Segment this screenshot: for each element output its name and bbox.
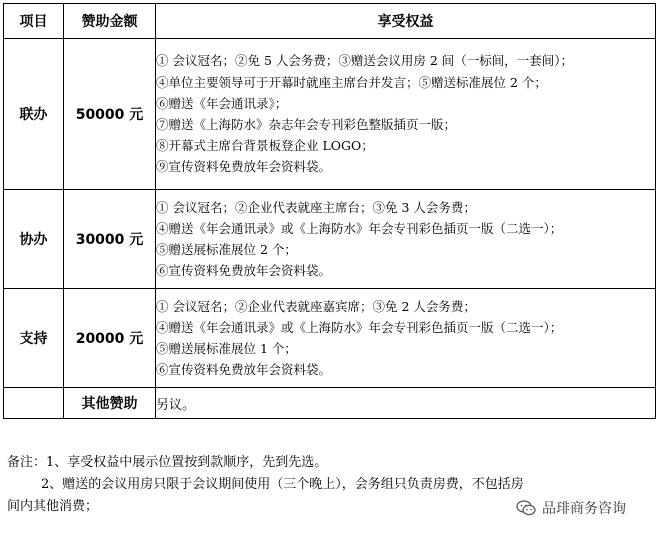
benefit-item: ⑤赠送展标准展位 1 个； — [156, 341, 297, 356]
tier-amount: 30000 元 — [64, 190, 156, 289]
table-row — [4, 39, 656, 190]
empty-cell — [4, 388, 64, 419]
tier-benefits — [156, 289, 656, 388]
note-line: 备注：1、享受权益中展示位置按到款顺序，先到先选。 — [7, 455, 328, 470]
tier-amount: 50000 元 — [64, 39, 156, 190]
tier-benefits — [156, 39, 656, 190]
wechat-icon — [516, 500, 536, 516]
watermark-text: 品琲商务咨询 — [542, 501, 626, 517]
benefit-item: ① 会议冠名；②企业代表就座嘉宾席；③免 2 人会务费； — [156, 298, 476, 314]
benefit-item: ⑥宣传资料免费放年会资料袋。 — [156, 263, 332, 279]
benefit-item: ① 会议冠名；②企业代表就座主席台；③免 3 人会务费； — [156, 199, 476, 215]
header-amount: 赞助金额 — [64, 4, 156, 39]
table-row — [4, 388, 656, 419]
benefit-item: ⑨宣传资料免费放年会资料袋。 — [156, 159, 332, 175]
benefit-item: ⑥宣传资料免费放年会资料袋。 — [156, 362, 332, 378]
benefit-item: ④赠送《年会通讯录》或《上海防水》年会专刊彩色插页一版（二选一）； — [156, 319, 563, 335]
tier-name: 协办 — [4, 190, 64, 289]
benefit-item: ⑧开幕式主席台背景板登企业 LOGO； — [156, 138, 374, 154]
header-project: 项目 — [4, 4, 64, 39]
tier-name: 支持 — [4, 289, 64, 388]
note-line: 间内其他消费； — [7, 499, 99, 514]
note-line: 2、赠送的会议用房只限于会议期间使用（三个晚上），会务组只负责房费，不包括房 — [41, 477, 524, 492]
tier-benefits — [156, 190, 656, 289]
table-row — [4, 190, 656, 289]
sponsorship-table — [3, 3, 656, 419]
benefit-item: ④赠送《年会通讯录》或《上海防水》年会专刊彩色插页一版（二选一）； — [156, 220, 563, 236]
benefit-item: ⑤赠送展标准展位 2 个； — [156, 242, 297, 257]
tier-benefits: 另议。 — [156, 388, 656, 419]
tier-name: 联办 — [4, 39, 64, 190]
tier-name: 其他赞助 — [64, 388, 156, 419]
table-row — [4, 289, 656, 388]
benefit-item: ⑥赠送《年会通讯录》； — [156, 95, 288, 111]
benefit-item: ④单位主要领导可于开幕时就座主席台并发言；⑤赠送标准展位 2 个； — [156, 74, 547, 90]
header-benefits: 享受权益 — [156, 4, 656, 39]
tier-amount: 20000 元 — [64, 289, 156, 388]
benefit-item: ⑦赠送《上海防水》杂志年会专刊彩色整版插页一版； — [156, 117, 457, 132]
watermark — [516, 498, 626, 518]
header-row — [4, 4, 656, 39]
benefit-item: ① 会议冠名；②免 5 人会务费；③赠送会议用房 2 间（一标间，一套间）； — [156, 53, 574, 69]
notes — [7, 452, 587, 518]
